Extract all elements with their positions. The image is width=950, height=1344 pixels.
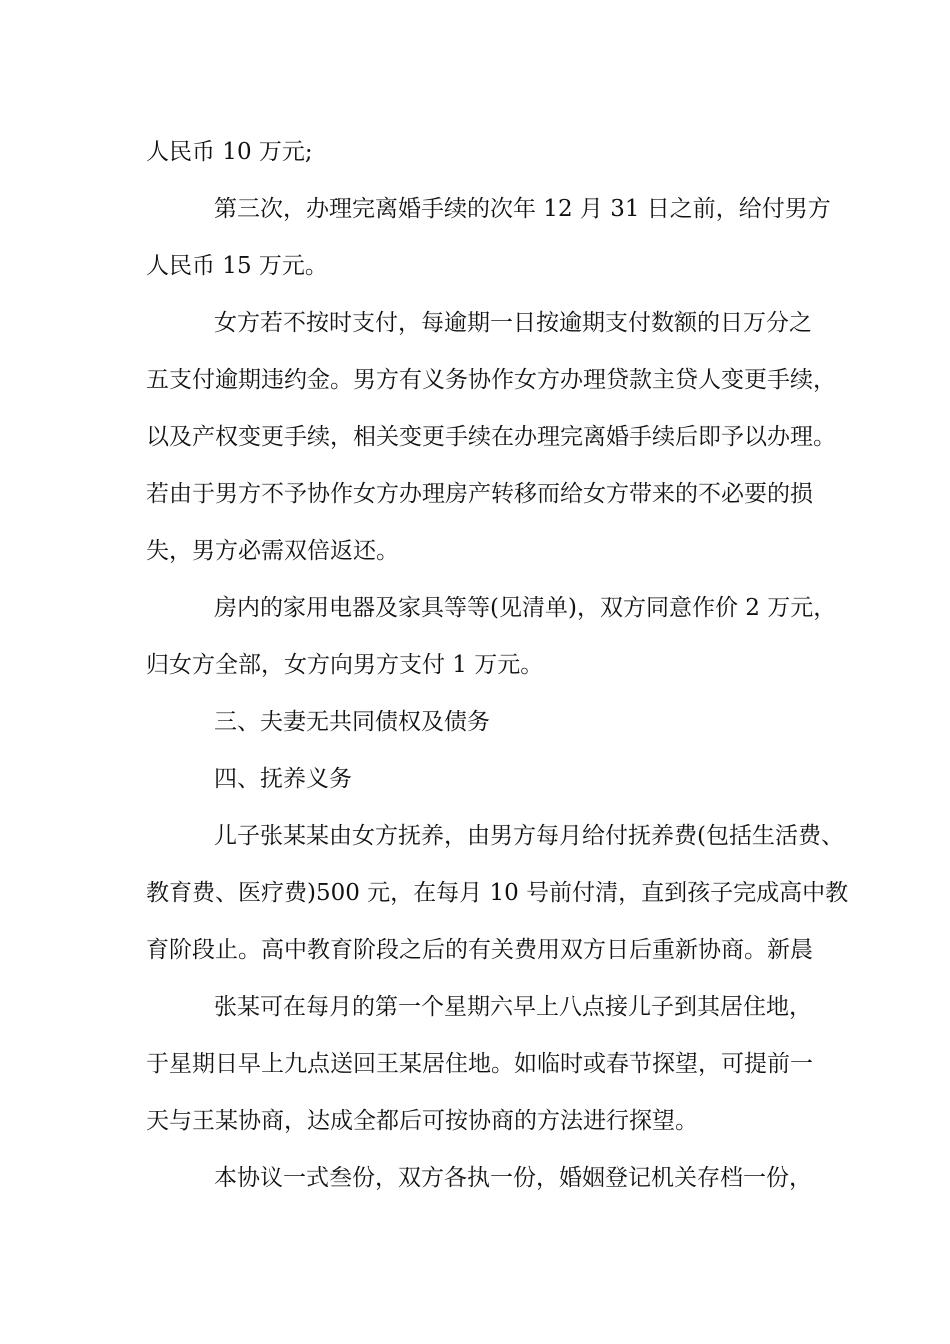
text-line: 第三次，办理完离婚手续的次年 12 月 31 日之前，给付男方 — [214, 196, 831, 222]
text-line: 育阶段止。高中教育阶段之后的有关费用双方日后重新协商。新晨 — [146, 937, 813, 963]
text-line: 五支付逾期违约金。男方有义务协作女方办理贷款主贷人变更手续， — [146, 367, 836, 393]
text-line: 天与王某协商，达成全都后可按协商的方法进行探望。 — [146, 1108, 698, 1134]
text-line: 于星期日早上九点送回王某居住地。如临时或春节探望，可提前一 — [146, 1051, 813, 1077]
text-line: 归女方全部，女方向男方支付 1 万元。 — [146, 652, 544, 678]
text-line: 本协议一式叁份，双方各执一份，婚姻登记机关存档一份， — [214, 1165, 812, 1191]
text-line: 失，男方必需双倍返还。 — [146, 538, 399, 564]
text-line: 教育费、医疗费)500 元，在每月 10 号前付清，直到孩子完成高中教 — [146, 880, 849, 906]
text-line: 房内的家用电器及家具等等(见清单)，双方同意作价 2 万元， — [214, 595, 837, 621]
text-line: 女方若不按时支付，每逾期一日按逾期支付数额的日万分之 — [214, 310, 812, 336]
text-line: 人民币 15 万元。 — [146, 253, 328, 279]
text-line: 张某可在每月的第一个星期六早上八点接儿子到其居住地， — [214, 994, 812, 1020]
text-line: 儿子张某某由女方抚养，由男方每月给付抚养费(包括生活费、 — [214, 823, 844, 849]
section-heading: 四、抚养义务 — [214, 766, 352, 792]
text-line: 人民币 10 万元; — [146, 139, 313, 165]
section-heading: 三、夫妻无共同债权及债务 — [214, 709, 490, 735]
text-line: 若由于男方不予协作女方办理房产转移而给女方带来的不必要的损 — [146, 481, 813, 507]
text-line: 以及产权变更手续，相关变更手续在办理完离婚手续后即予以办理。 — [146, 424, 836, 450]
